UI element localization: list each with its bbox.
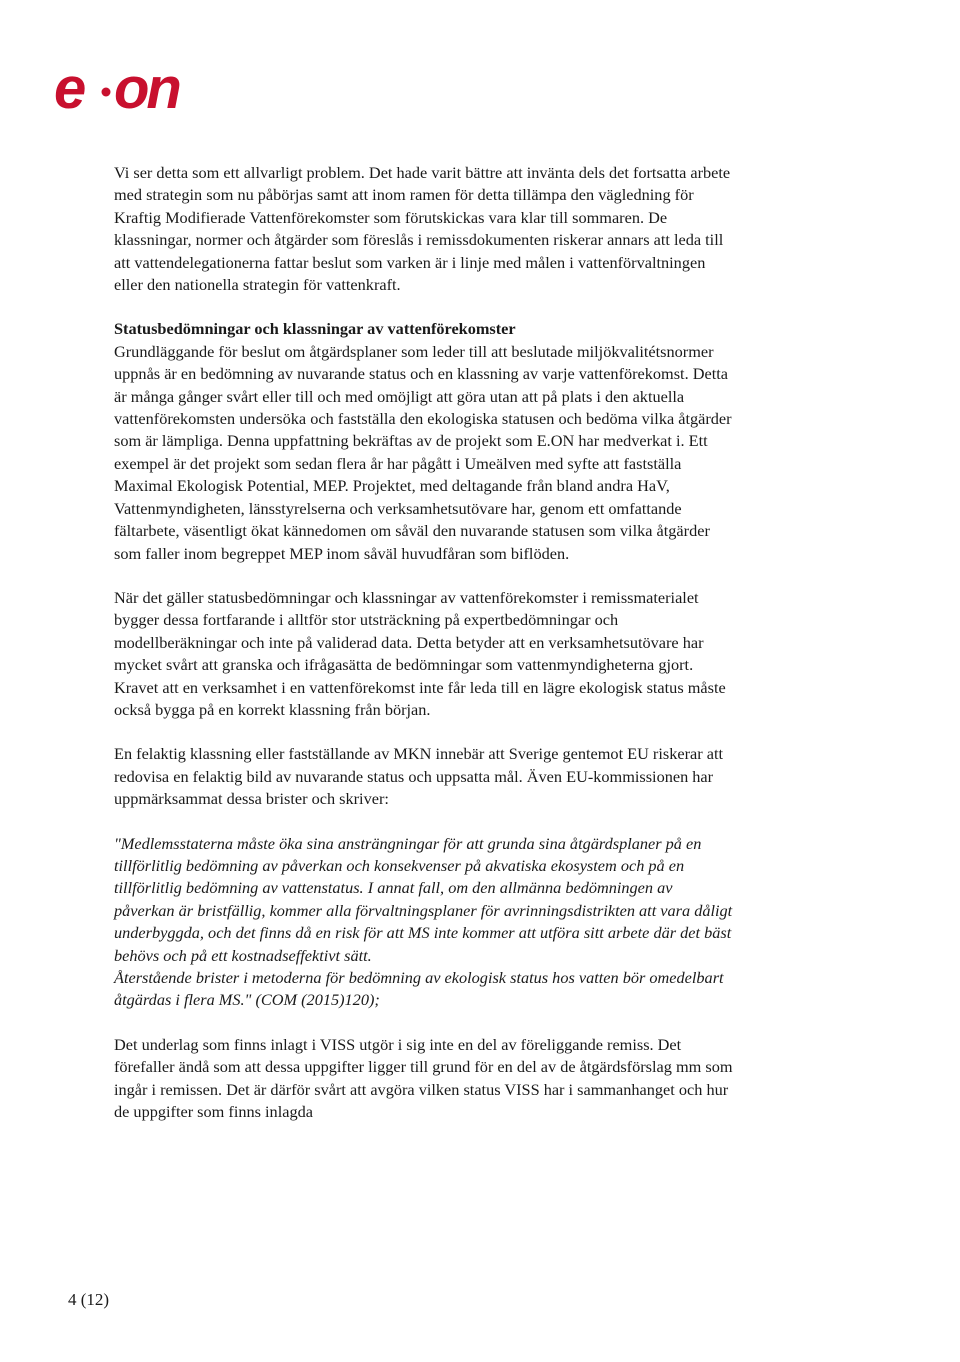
eu-quote (114, 833, 734, 1012)
paragraph-viss: Det underlag som finns inlagt i VISS utgör i sig inte en del av föreliggande remiss. Det förefaller ändå som att dessa uppgifter ligger till grund för en del av de åtgärdsförslag mm som ingår i remissen. Det är därför svårt att avgöra vilken status VISS har i sammanhanget och hur de uppgifter som finns inlagda (114, 1034, 733, 1122)
section-status (114, 318, 734, 564)
quote-part-2: Återstående brister i metoderna för bedömning av ekologisk status hos vatten bör omedelbart åtgärdas i flera MS." (COM (2015)120); (114, 968, 724, 1010)
page-number: 4 (12) (68, 1290, 110, 1309)
paragraph-statusbedomningar: När det gäller statusbedömningar och klassningar av vattenförekomster i remissmaterialet bygger dessa fortfarande i alltför stor utsträckning på expertbedömningar och modellberäkningar och inte på validerad data. Detta betyder att en verksamhetsutövare har mycket svårt att granska och ifrågasätta de bedömningar som vattenmyndigheterna gjort. Kravet att en verksamhet i en vattenförekomst inte får leda till en lägre ekologisk status måste också bygga på en korrekt klassning från början. (114, 587, 726, 719)
paragraph-intro: Vi ser detta som ett allvarligt problem. Det hade varit bättre att invänta dels det fortsatta arbete med strategin som nu påbörjas samt att inom ramen för detta tillämpa den vägledning för Kraftig Modifierade Vattenförekomster som förutskickas vara klar till sommaren. De klassningar, normer och åtgärder som föreslås i remissdokumenten riskerar annars att leda till att vattendelegationerna fattar beslut som varken är i linje med målen i vattenförvaltningen eller den nationella strategin för vattenkraft. (114, 163, 731, 295)
eon-logo (52, 58, 222, 120)
section-status-text: Grundläggande för beslut om åtgärdsplaner som leder till att beslutade miljökvalitétsnormer uppnås är en bedömning av nuvarande status och en klassning av varje vattenförekomst. Detta är många gånger svårt eller till och med omöjligt att göra utan att på plats i den aktuella vattenförekomsten undersöka och fastställa den ekologiska statusen och bedöma vilka åtgärder som är lämpliga. Denna uppfattning bekräftas av de projekt som E.ON har medverkat i. Ett exempel är det projekt som sedan flera år har pågått i Umeälven med syfte att fastställa Maximal Ekologisk Potential, MEP. Projektet, med deltagande från bland andra HaV, Vattenmyndigheten, länsstyrelserna och verksamhetsutövare har, genom ett omfattande fältarbete, väsentligt ökat kännedomen om såväl den nuvarande statusen som vilka åtgärder som faller inom begreppet MEP inom såväl huvudfåran som biflöden. (114, 341, 732, 563)
document-body (114, 162, 734, 1145)
quote-part-1: "Medlemsstaterna måste öka sina ansträngningar för att grunda sina åtgärdsplaner på en tillförlitlig bedömning av påverkan och konsekvenser på akvatiska ekosystem och på en tillförlitlig bedömning av vattenstatus. I annat fall, om den allmänna bedömningen av påverkan är bristfällig, kommer alla förvaltningsplaner för avrinningsdistrikten att vara dåligt underbyggda, och det finns då en risk för att MS inte kommer att utföra sitt arbete där det bäst behövs och på ett kostnadseffektivt sätt. (114, 833, 733, 965)
svg-text:on: on (114, 58, 179, 120)
svg-text:e: e (54, 58, 85, 120)
paragraph-felaktig-klassning: En felaktig klassning eller fastställande av MKN innebär att Sverige gentemot EU riskerar att redovisa en felaktig bild av nuvarande status och uppsatta mål. Även EU-kommissionen har uppmärksammat dessa brister och skriver: (114, 744, 723, 809)
section-heading: Statusbedömningar och klassningar av vattenförekomster (114, 319, 516, 339)
